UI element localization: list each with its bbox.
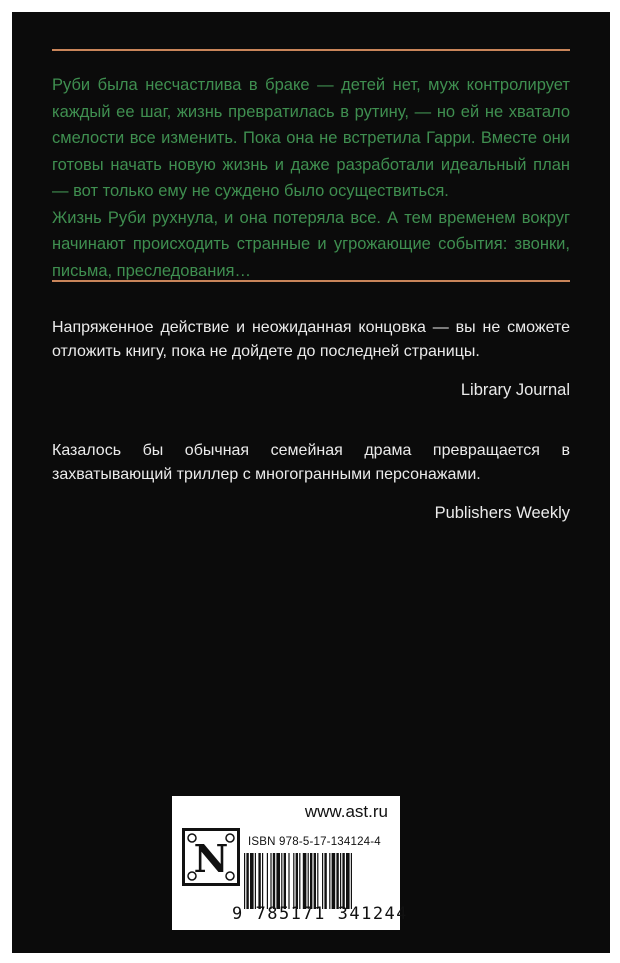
barcode-bar	[276, 853, 280, 909]
barcode-bar	[308, 853, 309, 909]
synopsis-paragraph-2: Жизнь Руби рухнула, и она потеряла все. А тем временем вокруг начинают происходить странные и угрожающие события: звонки, письма, преследования…	[52, 208, 570, 280]
barcode-bar	[267, 853, 268, 909]
publisher-website[interactable]: www.ast.ru	[304, 802, 388, 821]
barcode-bar	[262, 853, 263, 909]
logo-letter: N	[193, 836, 229, 881]
barcode-bar	[346, 853, 350, 909]
barcode-panel	[172, 796, 409, 930]
back-cover	[12, 12, 610, 953]
review-source: Publishers Weekly	[434, 504, 570, 522]
barcode-bar	[317, 853, 318, 909]
barcode-bar	[303, 853, 307, 909]
bottom-divider	[52, 280, 570, 282]
barcode-bar	[296, 853, 298, 909]
barcode-bar	[329, 853, 330, 909]
synopsis-paragraph-1: Руби была несчастлива в браке — детей нет, муж контролирует каждый ее шаг, жизнь превратилась в рутину, — но ей не хватало смелости все изменить. Пока она не встретила Гарри. Вместе они готовы начать новую жизнь и даже разработали идеальный план — вот только ему не суждено было осуществиться.	[52, 76, 570, 200]
barcode-bar	[342, 853, 344, 909]
barcode-bar	[310, 853, 312, 909]
barcode-bar	[270, 853, 271, 909]
barcode-bar	[322, 853, 323, 909]
barcode-bar	[293, 853, 294, 909]
barcode-bar	[332, 853, 336, 909]
barcode-bar	[246, 853, 248, 909]
review-text: Напряженное действие и неожиданная концовка — вы не сможете отложить книгу, пока не дойдете до последней страницы.	[52, 319, 570, 360]
barcode-bar	[299, 853, 300, 909]
review-quote	[52, 439, 570, 525]
barcode-bar	[351, 853, 352, 909]
top-divider	[52, 49, 570, 51]
barcode-bar	[314, 853, 316, 909]
barcode-bar	[255, 853, 256, 909]
publisher-logo-icon	[182, 828, 240, 886]
barcode-bar	[336, 853, 338, 909]
barcode-bar	[258, 853, 260, 909]
synopsis	[52, 72, 570, 284]
barcode-bar	[250, 853, 254, 909]
barcode-bar	[340, 853, 341, 909]
barcode-bars	[244, 853, 392, 909]
barcode-bar	[244, 853, 245, 909]
barcode-bar	[281, 853, 282, 909]
barcode-bar	[273, 853, 275, 909]
review-quote	[52, 316, 570, 402]
barcode-bar	[324, 853, 326, 909]
review-text: Казалось бы обычная семейная драма превращается в захватывающий триллер с многогранными персонажами.	[52, 442, 570, 483]
barcode-bar	[284, 853, 286, 909]
review-source: Library Journal	[460, 381, 570, 399]
barcode-bar	[288, 853, 289, 909]
isbn-label: ISBN 978-5-17-134124-4	[248, 836, 381, 848]
barcode-number: 9 785171 341244	[232, 904, 409, 924]
